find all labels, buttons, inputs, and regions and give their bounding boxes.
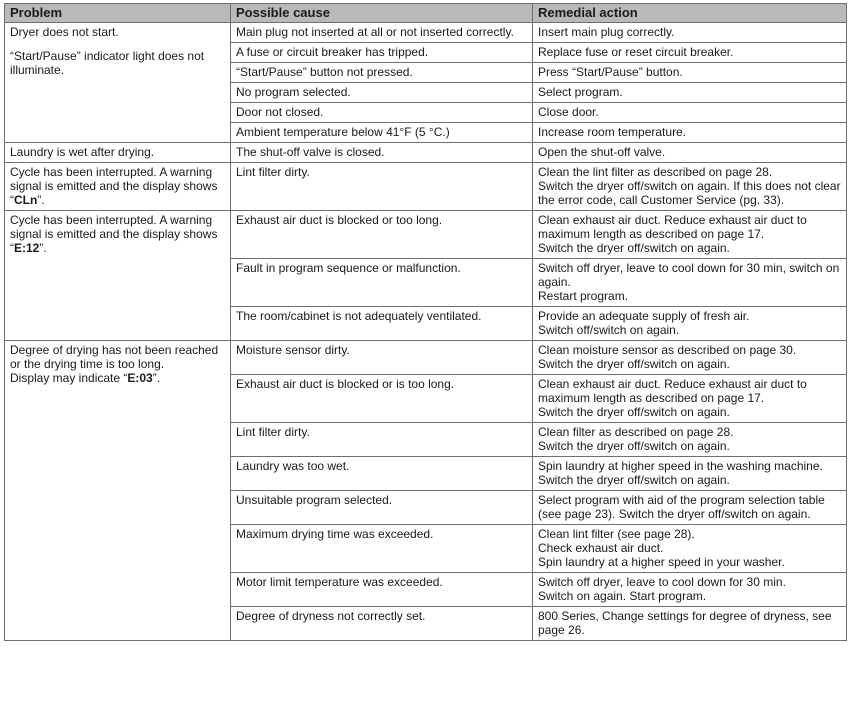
remedy-cell — [533, 423, 847, 457]
remedy-text: Spin laundry at higher speed in the washing machine. Switch the dryer off/switch on again. — [538, 459, 823, 487]
cause-cell — [231, 211, 533, 259]
problem-text-part: ”. — [39, 241, 47, 255]
cause-text: Moisture sensor dirty. — [236, 343, 350, 357]
problem-text — [10, 145, 225, 159]
remedy-text: Clean lint filter (see page 28). — [538, 527, 695, 541]
remedy-cell — [533, 491, 847, 525]
problem-text — [10, 343, 225, 371]
cause-cell — [231, 43, 533, 63]
remedy-cell — [533, 123, 847, 143]
remedy-cell — [533, 163, 847, 211]
cause-cell — [231, 259, 533, 307]
remedy-text: Switch the dryer off/switch on again. — [538, 405, 730, 419]
cause-cell — [231, 491, 533, 525]
remedy-text: Close door. — [538, 105, 599, 119]
problem-text — [10, 165, 225, 207]
remedy-text: Open the shut-off valve. — [538, 145, 666, 159]
remedy-text: 800 Series, Change settings for degree of dryness, see page 26. — [538, 609, 832, 637]
cause-cell — [231, 23, 533, 43]
problem-text-part: Degree of drying has not been reached or the drying time is too long. — [10, 343, 219, 371]
remedy-cell — [533, 63, 847, 83]
cause-cell — [231, 525, 533, 573]
table-row — [5, 143, 847, 163]
cause-text: Ambient temperature below 41°F (5 °C.) — [236, 125, 450, 139]
cause-cell — [231, 607, 533, 641]
table-row — [5, 341, 847, 375]
problem-text — [10, 25, 225, 39]
cause-text: Laundry was too wet. — [236, 459, 350, 473]
problem-text-part: ”. — [37, 193, 45, 207]
remedy-text: Restart program. — [538, 289, 629, 303]
cause-text: Main plug not inserted at all or not inserted correctly. — [236, 25, 514, 39]
problem-text-part: ”. — [152, 371, 161, 385]
problem-cell — [5, 23, 231, 143]
table-row — [5, 163, 847, 211]
remedy-text: Check exhaust air duct. — [538, 541, 664, 555]
cause-text: Lint filter dirty. — [236, 425, 310, 439]
remedy-cell — [533, 259, 847, 307]
cause-text: A fuse or circuit breaker has tripped. — [236, 45, 429, 59]
problem-text-part: Laundry is wet after drying. — [10, 145, 155, 159]
cause-cell — [231, 573, 533, 607]
problem-cell — [5, 341, 231, 641]
problem-cell — [5, 211, 231, 341]
remedy-cell — [533, 143, 847, 163]
remedy-cell — [533, 103, 847, 123]
remedy-text: Select program with aid of the program selection table (see page 23). Switch the dryer off/switch on again. — [538, 493, 825, 521]
cause-text: Door not closed. — [236, 105, 324, 119]
table-header — [5, 4, 847, 23]
remedy-text: Select program. — [538, 85, 623, 99]
remedy-text: Clean exhaust air duct. Reduce exhaust air duct to maximum length as described on page 17. — [538, 213, 807, 241]
remedy-cell — [533, 211, 847, 259]
remedy-text: Switch off/switch on again. — [538, 323, 680, 337]
cause-cell — [231, 423, 533, 457]
table-body — [5, 23, 847, 641]
cause-text: The room/cabinet is not adequately ventilated. — [236, 309, 482, 323]
cause-cell — [231, 341, 533, 375]
remedy-cell — [533, 83, 847, 103]
cause-cell — [231, 163, 533, 211]
problem-text-part: Cycle has been interrupted. A warning signal is emitted and the display shows “ — [10, 213, 218, 255]
cause-text: No program selected. — [236, 85, 351, 99]
cause-text: Motor limit temperature was exceeded. — [236, 575, 443, 589]
remedy-text: Switch the dryer off/switch on again. — [538, 357, 730, 371]
remedy-text: Clean the lint filter as described on page 28. — [538, 165, 773, 179]
header-remedial-action: Remedial action — [533, 4, 847, 23]
error-code: E:03 — [127, 371, 153, 385]
cause-text: The shut-off valve is closed. — [236, 145, 385, 159]
cause-text: Lint filter dirty. — [236, 165, 310, 179]
problem-text-part: Display may indicate “ — [10, 371, 128, 385]
cause-cell — [231, 83, 533, 103]
remedy-cell — [533, 341, 847, 375]
problem-text-part: Cycle has been interrupted. A warning signal is emitted and the display shows “ — [10, 165, 218, 207]
remedy-text: Switch on again. Start program. — [538, 589, 707, 603]
cause-cell — [231, 375, 533, 423]
remedy-text: Insert main plug correctly. — [538, 25, 675, 39]
remedy-cell — [533, 307, 847, 341]
problem-text — [10, 49, 225, 77]
cause-text: Exhaust air duct is blocked or is too long. — [236, 377, 455, 391]
problem-text — [10, 213, 225, 255]
remedy-text: Provide an adequate supply of fresh air. — [538, 309, 750, 323]
remedy-text: Clean moisture sensor as described on page 30. — [538, 343, 797, 357]
problem-text-part: “Start/Pause” indicator light does not illuminate. — [10, 49, 205, 77]
remedy-text: Switch the dryer off/switch on again. If this does not clear the error code, call Customer Service (pg. 33). — [538, 179, 841, 207]
remedy-text: Switch off dryer, leave to cool down for 30 min. — [538, 575, 786, 589]
error-code: CLn — [14, 193, 38, 207]
header-possible-cause: Possible cause — [231, 4, 533, 23]
problem-text-part: Dryer does not start. — [10, 25, 119, 39]
cause-cell — [231, 457, 533, 491]
remedy-text: Switch the dryer off/switch on again. — [538, 439, 730, 453]
problem-cell — [5, 143, 231, 163]
cause-cell — [231, 143, 533, 163]
remedy-text: Press “Start/Pause” button. — [538, 65, 683, 79]
remedy-text: Increase room temperature. — [538, 125, 687, 139]
problem-text — [10, 371, 225, 385]
remedy-cell — [533, 607, 847, 641]
error-code: E:12 — [14, 241, 40, 255]
cause-text: Fault in program sequence or malfunction. — [236, 261, 461, 275]
remedy-cell — [533, 525, 847, 573]
cause-text: Maximum drying time was exceeded. — [236, 527, 434, 541]
cause-text: Unsuitable program selected. — [236, 493, 393, 507]
problem-cell — [5, 163, 231, 211]
remedy-cell — [533, 573, 847, 607]
cause-cell — [231, 63, 533, 83]
remedy-cell — [533, 457, 847, 491]
remedy-cell — [533, 23, 847, 43]
remedy-text: Spin laundry at a higher speed in your washer. — [538, 555, 785, 569]
header-row — [5, 4, 847, 23]
remedy-text: Switch off dryer, leave to cool down for 30 min, switch on again. — [538, 261, 840, 289]
cause-text: “Start/Pause” button not pressed. — [236, 65, 413, 79]
remedy-cell — [533, 375, 847, 423]
troubleshooting-table — [4, 3, 847, 641]
cause-cell — [231, 123, 533, 143]
remedy-text: Replace fuse or reset circuit breaker. — [538, 45, 734, 59]
cause-text: Exhaust air duct is blocked or too long. — [236, 213, 443, 227]
cause-text: Degree of dryness not correctly set. — [236, 609, 426, 623]
table-row — [5, 23, 847, 43]
header-problem: Problem — [5, 4, 231, 23]
cause-cell — [231, 307, 533, 341]
remedy-cell — [533, 43, 847, 63]
cause-cell — [231, 103, 533, 123]
remedy-text: Switch the dryer off/switch on again. — [538, 241, 730, 255]
remedy-text: Clean exhaust air duct. Reduce exhaust air duct to maximum length as described on page 17. — [538, 377, 807, 405]
table-row — [5, 211, 847, 259]
remedy-text: Clean filter as described on page 28. — [538, 425, 734, 439]
